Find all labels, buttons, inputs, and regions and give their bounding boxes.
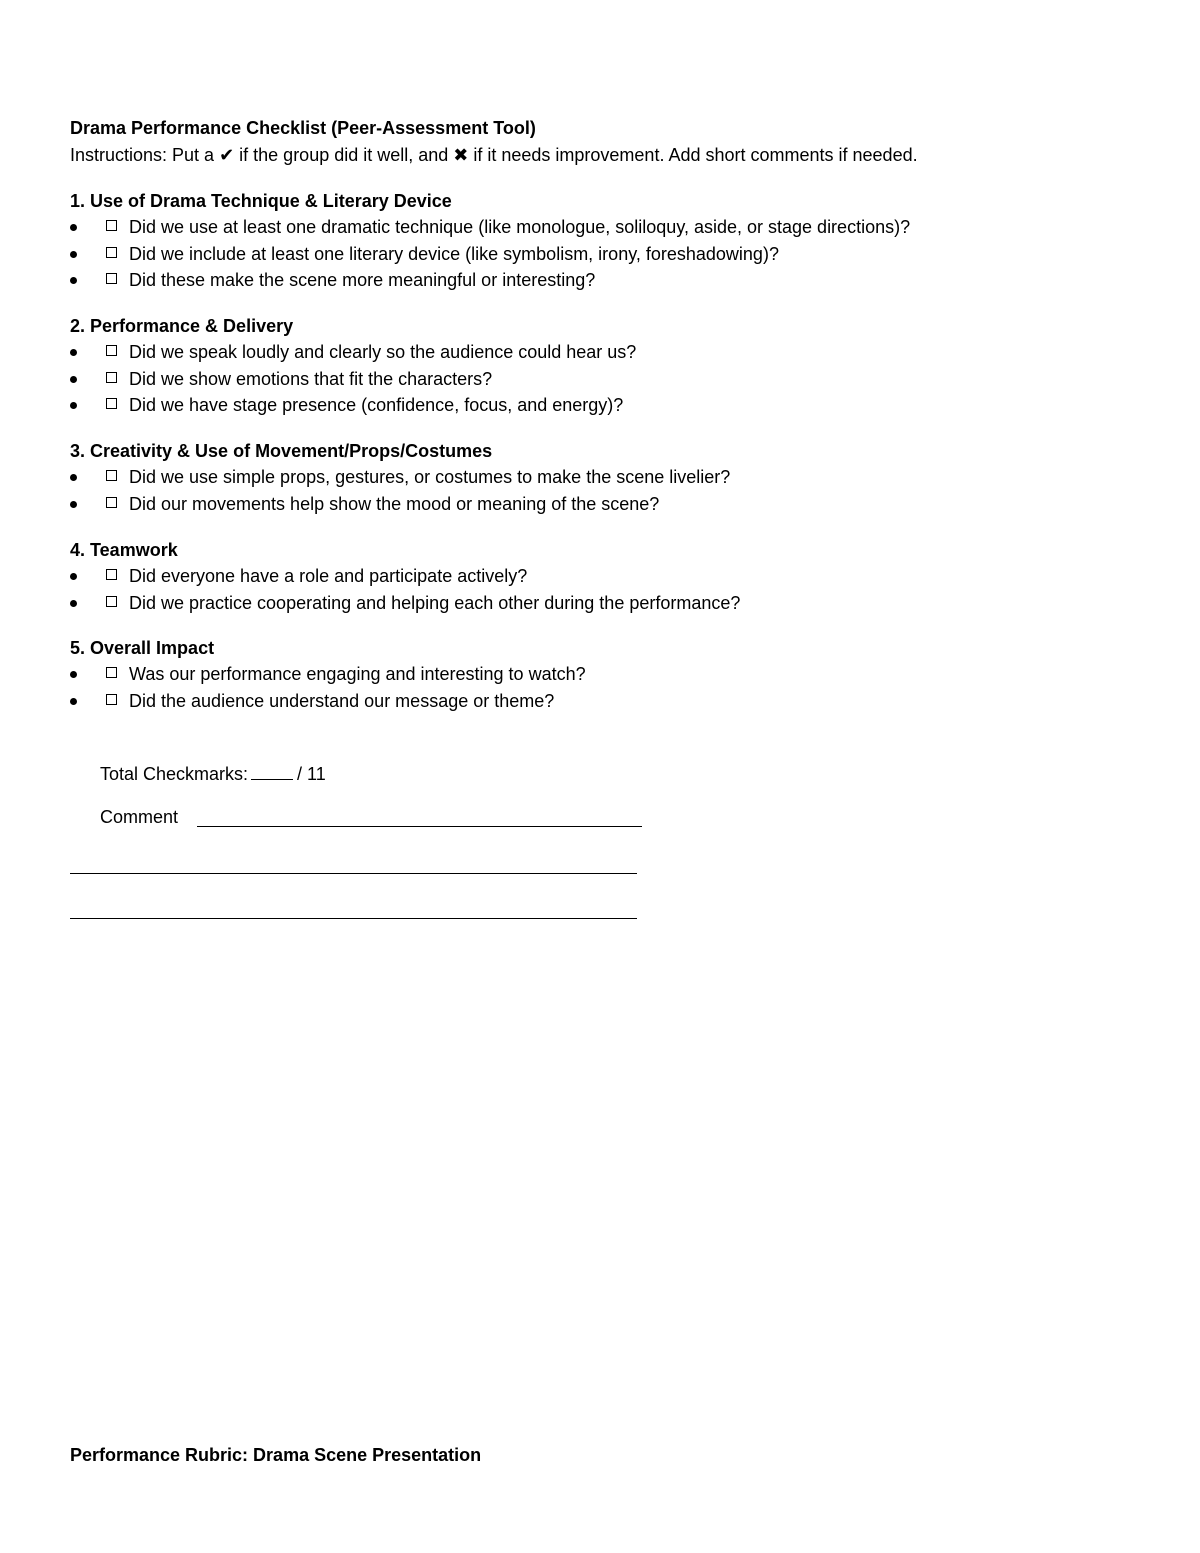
item-text: Did we use simple props, gestures, or costumes to make the scene livelier? (129, 467, 731, 487)
checkbox-icon[interactable] (106, 497, 117, 508)
bullet-icon (70, 698, 77, 705)
item-text: Did we have stage presence (confidence, focus, and energy)? (129, 395, 624, 415)
checkbox-icon[interactable] (106, 247, 117, 258)
checklist (70, 216, 1130, 296)
list-item (70, 466, 1130, 493)
item-text: Did our movements help show the mood or meaning of the scene? (129, 493, 660, 514)
item-text: Did we show emotions that fit the characters? (129, 368, 493, 389)
list-item (70, 493, 1130, 520)
total-blank-field[interactable] (251, 762, 293, 780)
bullet-icon (70, 402, 77, 409)
section-teamwork (70, 539, 1130, 618)
checkbox-icon[interactable] (106, 273, 117, 284)
section-heading: 3. Creativity & Use of Movement/Props/Costumes (70, 441, 493, 461)
section-overall-impact (70, 637, 1130, 716)
comment-label: Comment (100, 807, 179, 827)
instructions-text: Instructions: Put a ✔ if the group did it well, and ✖ if it needs improvement. Add short comments if needed. (70, 145, 918, 165)
comment-line-field[interactable] (197, 826, 642, 827)
checkbox-icon[interactable] (106, 569, 117, 580)
item-text: Did we speak loudly and clearly so the audience could hear us? (129, 342, 637, 362)
bullet-icon (70, 474, 77, 481)
list-item (70, 394, 1130, 421)
item-text: Was our performance engaging and interesting to watch? (129, 664, 586, 684)
bullet-icon (70, 600, 77, 607)
comment-line-field[interactable] (70, 918, 637, 919)
bullet-icon (70, 251, 77, 258)
checkbox-icon[interactable] (106, 667, 117, 678)
list-item (70, 368, 1130, 395)
checklist (70, 565, 1130, 618)
item-text: Did we include at least one literary device (like symbolism, irony, foreshadowing)? (129, 243, 779, 264)
rubric-title: Performance Rubric: Drama Scene Presentation (70, 1445, 482, 1465)
checklist (70, 341, 1130, 421)
bullet-icon (70, 376, 77, 383)
item-text: Did everyone have a role and participate actively? (129, 566, 528, 586)
list-item (70, 216, 1130, 243)
total-label: Total Checkmarks: (100, 764, 249, 784)
item-text: Did we practice cooperating and helping each other during the performance? (129, 592, 741, 613)
checkbox-icon[interactable] (106, 372, 117, 383)
checklist (70, 663, 1130, 716)
page-title: Drama Performance Checklist (Peer-Assessment Tool) (70, 118, 536, 138)
checkbox-icon[interactable] (106, 345, 117, 356)
checkbox-icon[interactable] (106, 398, 117, 409)
list-item (70, 663, 1130, 690)
checkbox-icon[interactable] (106, 470, 117, 481)
section-heading: 4. Teamwork (70, 540, 178, 560)
section-heading: 5. Overall Impact (70, 638, 215, 658)
checkbox-icon[interactable] (106, 596, 117, 607)
section-heading: 1. Use of Drama Technique & Literary Device (70, 191, 452, 211)
bullet-icon (70, 224, 77, 231)
item-text: Did we use at least one dramatic technique (like monologue, soliloquy, aside, or stage directions)? (129, 217, 911, 237)
bullet-icon (70, 349, 77, 356)
total-suffix: / 11 (297, 764, 326, 784)
bullet-icon (70, 671, 77, 678)
bullet-icon (70, 573, 77, 580)
section-creativity (70, 440, 1130, 519)
bullet-icon (70, 501, 77, 508)
item-text: Did the audience understand our message or theme? (129, 690, 555, 711)
list-item (70, 690, 1130, 717)
checkbox-icon[interactable] (106, 694, 117, 705)
list-item (70, 565, 1130, 592)
section-performance-delivery (70, 315, 1130, 421)
bullet-icon (70, 277, 77, 284)
list-item (70, 341, 1130, 368)
list-item (70, 269, 1130, 296)
total-checkmarks (100, 762, 326, 785)
checklist (70, 466, 1130, 519)
comment-line-field[interactable] (70, 873, 637, 874)
section-heading: 2. Performance & Delivery (70, 316, 294, 336)
checkbox-icon[interactable] (106, 220, 117, 231)
section-drama-technique (70, 190, 1130, 296)
list-item (70, 592, 1130, 619)
item-text: Did these make the scene more meaningful or interesting? (129, 270, 596, 290)
list-item (70, 243, 1130, 270)
